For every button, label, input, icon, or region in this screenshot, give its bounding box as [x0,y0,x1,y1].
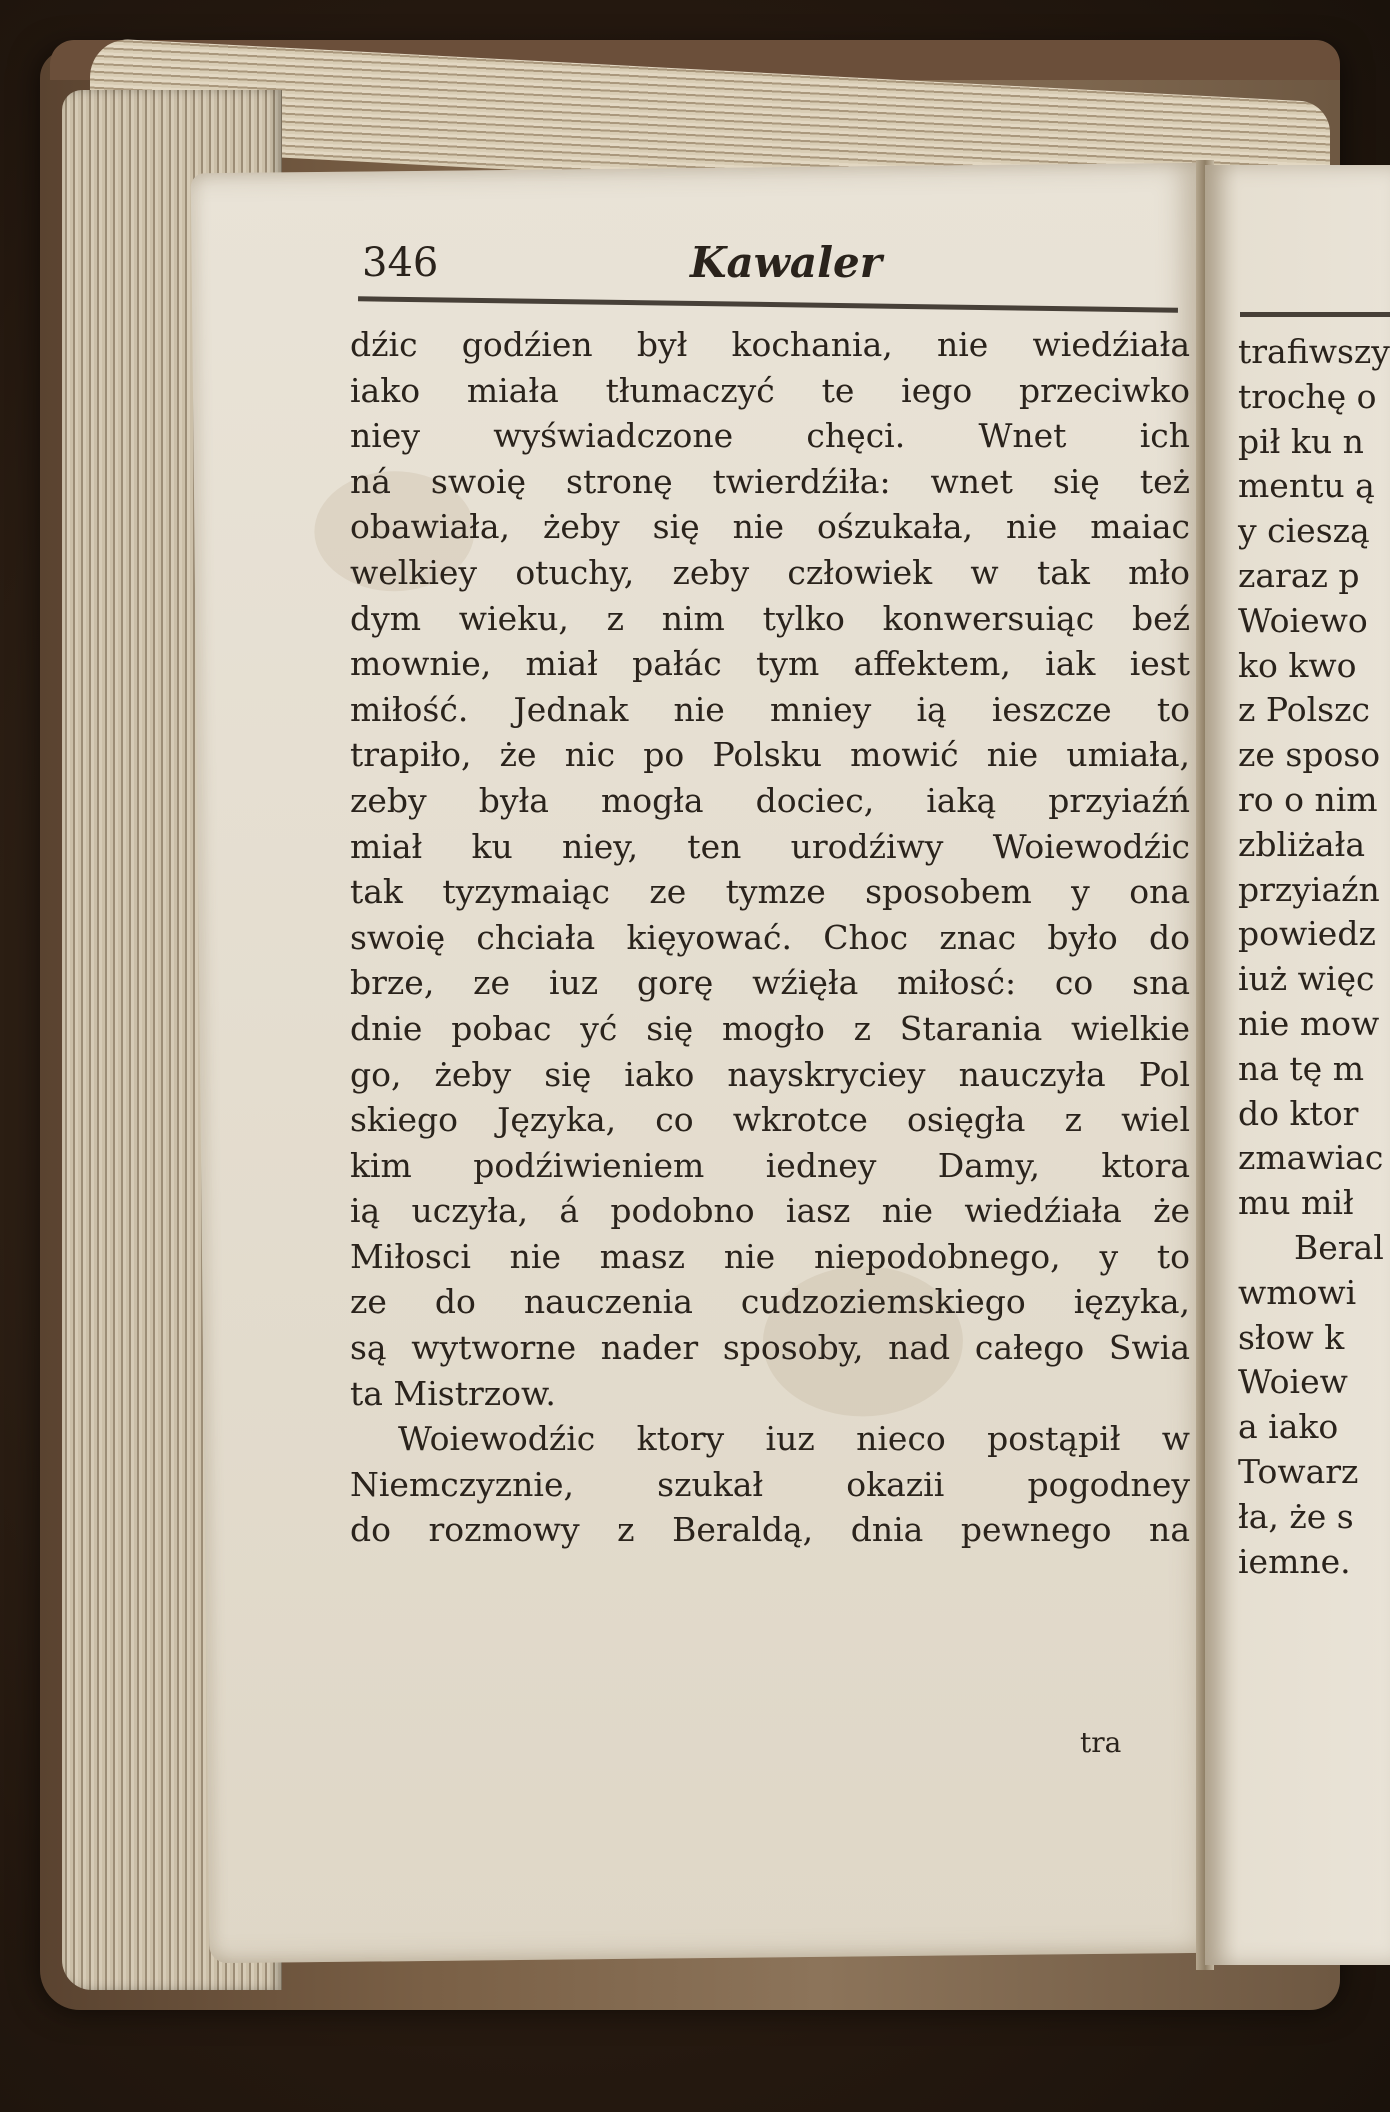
text-line: iako miała tłumaczyć te iego przeciwko [350,370,1190,410]
text-line: Miłosci nie masz nie niepodobnego, y to [350,1236,1190,1276]
text-line: dźic godźien był kochania, nie wiedźiała [350,325,1190,364]
text-line: są wytworne nader sposoby, nad całego Swia [350,1328,1190,1368]
text-line: ią uczyła, á podobno iasz nie wiedźiała że [350,1191,1190,1231]
text-line: do ktor [1238,1093,1359,1133]
text-line: z Polszc [1238,690,1370,730]
text-line: zeby była mogła dociec, iaką przyiaźń [350,780,1190,820]
page-number: 346 [362,240,439,286]
text-line: trochę o [1238,376,1377,416]
text-line: trapiło, że nic po Polsku mowić nie umiała, [350,735,1190,775]
text-line: ná swoię stronę twierdźiła: wnet się też [350,461,1190,501]
text-line: zmawiac [1238,1138,1384,1178]
text-line: dnie pobac yć się mogło z Starania wielkie [350,1008,1190,1048]
text-line: mu mił [1238,1183,1354,1223]
text-line: Towarz [1238,1451,1359,1491]
text-line: swoię chciała kięyować. Choc znac było do [350,917,1190,957]
text-line: zaraz p [1238,555,1360,595]
text-line: brze, ze iuz gorę wźięła miłosć: co sna [350,963,1190,1003]
text-line: nie mow [1238,1003,1380,1043]
right-page-text [1238,330,1390,1584]
text-line: tak tyzymaiąc ze tymze sposobem y ona [350,872,1190,912]
text-line: wmowi [1238,1272,1357,1312]
text-line: przyiaźn [1238,869,1380,909]
text-line: miał ku niey, ten urodźiwy Woiewodźic [350,826,1190,866]
header-rule-right [1240,312,1390,317]
text-line: słow k [1238,1317,1345,1357]
text-line: pił ku n [1238,421,1364,461]
text-line: a iako [1238,1407,1339,1447]
text-line: Woiewo [1238,600,1368,640]
text-line: do rozmowy z Beraldą, dnia pewnego na [350,1510,1190,1550]
text-line: trafiwszy [1238,332,1390,371]
text-line: Woiewodźic ktory iuz nieco postąpił w [398,1419,1190,1459]
text-line: mentu ą [1238,466,1375,506]
text-line: iemne. [1238,1541,1351,1581]
text-line: ko kwo [1238,645,1357,685]
text-line: mownie, miał pałác tym affektem, iak iest [350,644,1190,684]
text-line: Woiew [1238,1362,1348,1402]
running-title: Kawaler [690,238,882,287]
text-line: na tę m [1238,1048,1364,1088]
text-line: welkiey otuchy, zeby człowiek w tak mło [350,552,1190,592]
text-line: powiedz [1238,914,1376,954]
text-line: ro o nim [1238,779,1378,819]
text-line: ta Mistrzow. [350,1373,556,1413]
text-line: dym wieku, z nim tylko konwersuiąc beź [350,598,1190,638]
text-line: Niemczyznie, szukał okazii pogodney [350,1464,1190,1504]
left-page-text [350,322,1190,1553]
catchword: tra [1080,1726,1122,1759]
text-line: skiego Języka, co wkrotce osięgła z wiel [350,1100,1190,1140]
text-line: go, żeby się iako nayskryciey nauczyła Pol [350,1054,1190,1094]
text-line: ze sposo [1238,735,1381,775]
text-line: Beral [1294,1227,1384,1267]
text-line: zbliżała [1238,824,1366,864]
text-line: iuż więc [1238,959,1375,999]
text-line: obawiała, żeby się nie ośzukała, nie maiac [350,507,1190,547]
text-line: y cieszą [1238,511,1370,551]
text-line: niey wyświadczone chęci. Wnet ich [350,416,1190,456]
text-line: ła, że s [1238,1496,1354,1536]
text-line: kim podźiwieniem iedney Damy, ktora [350,1145,1190,1185]
text-line: ze do nauczenia cudzoziemskiego ięzyka, [350,1282,1190,1322]
text-line: miłość. Jednak nie mniey ią ieszcze to [350,689,1190,729]
